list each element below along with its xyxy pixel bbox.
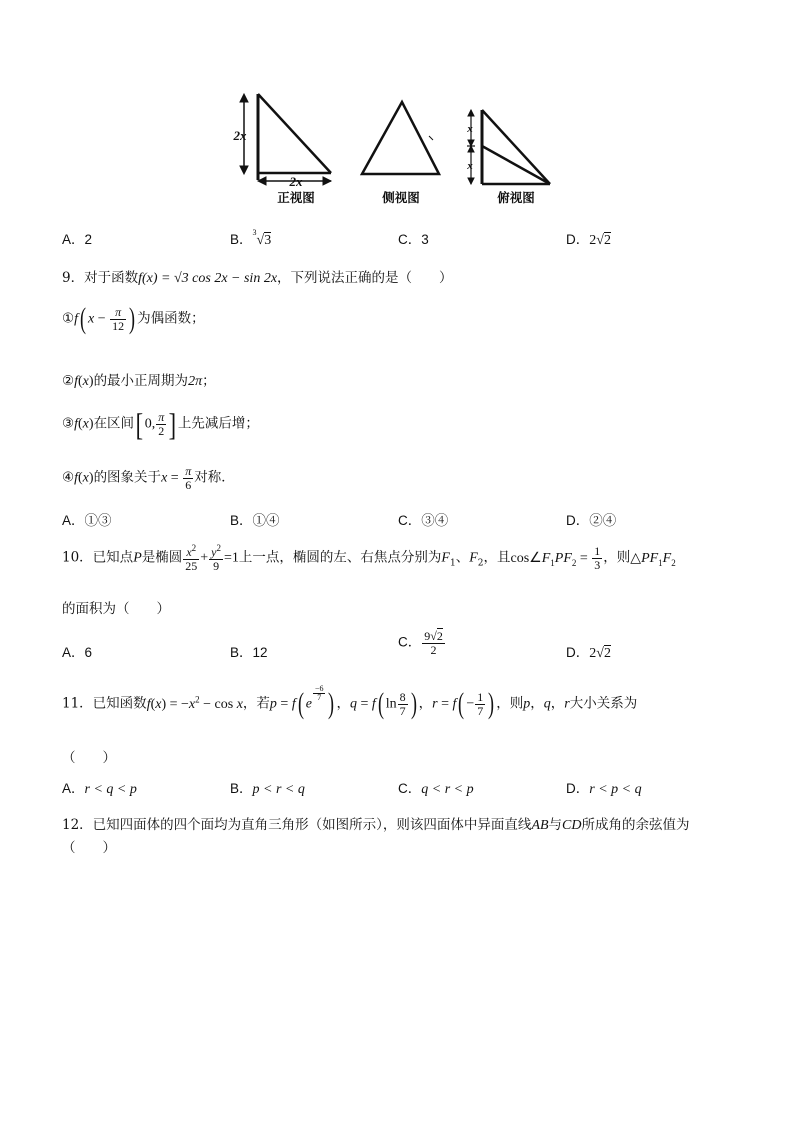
- q11-option-c: C．q < r < p: [398, 781, 474, 797]
- q9-statement-1: ①f( x − $\frac{\pi}{12}$ ) 为偶函数；: [62, 302, 205, 335]
- q9-statement-4: ④f(x)的图象关于x = $\frac{\pi}{6}$ 对称．: [62, 464, 235, 492]
- q12-stem-line2: （ ）: [62, 840, 116, 856]
- q10-option-a: A．6: [62, 645, 93, 660]
- side-view: [362, 102, 439, 174]
- q11-stem: 11．已知函数$f(x) = -x^2 - \cos x$，若p = f( e $^{\frac{-6}{7}}$ ) ，q = f( ln $\frac{8}{7}$ ) ，r = f( − $\frac{1}{7}$ ) ，则p，q，r大小关系为: [62, 683, 638, 720]
- q10-stem: 10．已知点P是椭圆 $\frac{x^2}{25}$ + $\frac{y^2}{9}$ =1上一点，椭圆的左、右焦点分别为$F_1$、$F_2$，且$\cos\angle F_1PF_2$ = $\frac{1}{3}$ ，则$\triangle PF_1F_2$: [62, 543, 676, 573]
- front-view: [240, 94, 331, 185]
- three-views-figure: [230, 88, 570, 212]
- q11-option-d: D．r < p < q: [566, 781, 642, 797]
- q11-option-b: B．p < r < q: [230, 781, 305, 797]
- side-view-label: 侧视图: [382, 190, 420, 205]
- q9-option-c: C．③④: [398, 513, 449, 528]
- q10-stem-line2: 的面积为（ ）: [62, 601, 170, 617]
- q9-option-d: D．②④: [566, 513, 617, 528]
- q10-option-d: D．2√2: [566, 645, 611, 661]
- top-x-label-2: x: [467, 160, 473, 172]
- q8-option-c: C．3: [398, 232, 429, 247]
- q8-option-d: D．2√2: [566, 232, 611, 248]
- q12-stem: 12．已知四面体的四个面均为直角三角形（如图所示），则该四面体中异面直线AB与CD所成角的余弦值为: [62, 817, 690, 833]
- q9-option-a: A．①③: [62, 513, 112, 528]
- q9-statement-3: ③f(x)在区间[ 0, $\frac{\pi}{2}$ ] 上先减后增；: [62, 406, 259, 442]
- top-x-label-1: x: [467, 123, 473, 135]
- q9-stem: 9．对于函数f(x) = √3 cos 2x − sin 2x，下列说法正确的是（ ）: [62, 270, 453, 286]
- front-view-label: 正视图: [277, 190, 315, 205]
- q9-statement-2: ②f(x)的最小正周期为2π；: [62, 373, 216, 389]
- top-view-label: 俯视图: [497, 190, 535, 205]
- top-view: [467, 110, 550, 184]
- q10-option-b: B．12: [230, 645, 268, 660]
- q11-option-a: A．r < q < p: [62, 781, 137, 797]
- q10-option-c: C． $\frac{9√2}{2}$: [398, 629, 443, 657]
- q11-stem-line2: （ ）: [62, 750, 116, 766]
- width-label: 2x: [289, 174, 303, 189]
- q8-option-b: B．$^3$√3: [230, 228, 272, 248]
- q9-option-b: B．①④: [230, 513, 280, 528]
- q8-option-a: A．2: [62, 232, 93, 247]
- height-label: 2x: [233, 128, 247, 143]
